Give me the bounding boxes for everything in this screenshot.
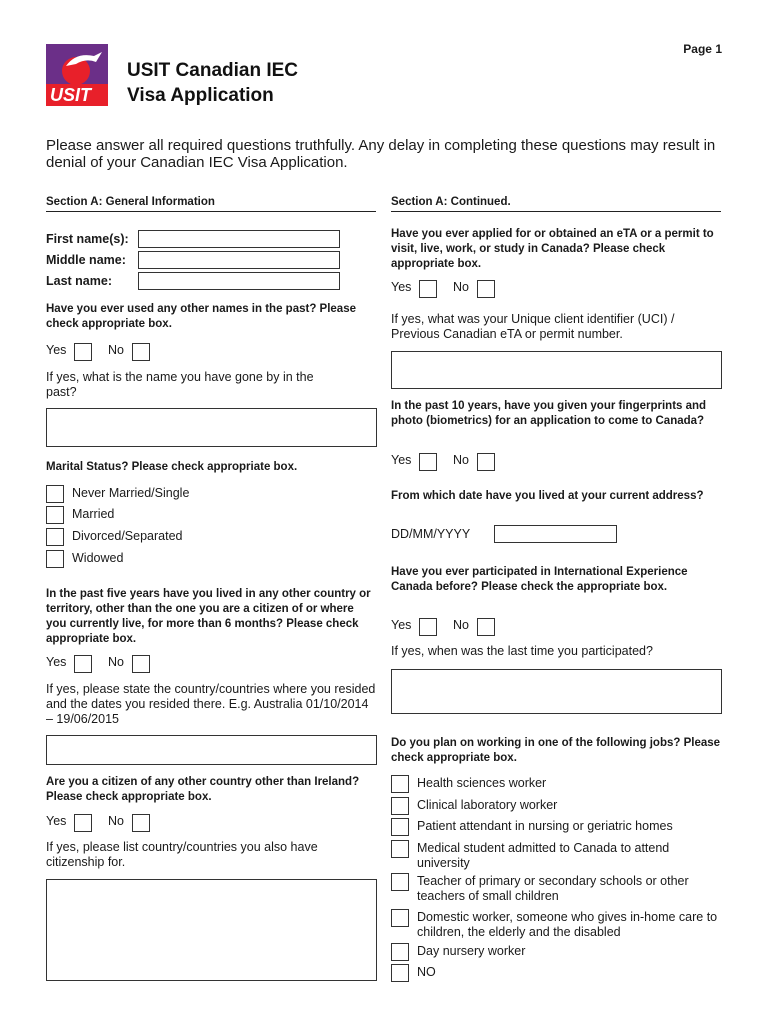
address-date-input[interactable]: [494, 525, 617, 543]
marital-option-label: Married: [72, 507, 115, 521]
question-state-countries: If yes, please state the country/countries where you resided and the dates you resided there. E.g. Australia 01/10/2014 – 19/06/2015: [46, 682, 376, 726]
eta-yes-checkbox[interactable]: [419, 280, 437, 298]
job-option-label: NO: [417, 965, 436, 979]
name-gone-by-input[interactable]: [46, 408, 377, 447]
job-option-label: Teacher of primary or secondary schools or other teachers of small children: [417, 874, 689, 903]
section-a-continued-heading: Section A: Continued.: [391, 196, 721, 212]
job-option-label: Medical student admitted to Canada to attend university: [417, 841, 670, 870]
title-line-1: USIT Canadian IEC: [127, 60, 299, 81]
yes-label: Yes: [46, 814, 67, 828]
marital-widowed-checkbox[interactable]: [46, 550, 64, 568]
marital-option-label: Never Married/Single: [72, 486, 190, 500]
yes-label: Yes: [46, 343, 67, 357]
marital-option-label: Widowed: [72, 551, 124, 565]
iec-before-no-checkbox[interactable]: [477, 618, 495, 636]
other-names-yes-checkbox[interactable]: [74, 343, 92, 361]
question-iec-before: Have you ever participated in International Experience Canada before? Please check the appropriate box.: [391, 566, 688, 593]
intro-text: Please answer all required questions truthfully. Any delay in completing these questions may result in denial of your Canadian IEC Visa Application.: [46, 137, 716, 171]
lived-other-no-checkbox[interactable]: [132, 655, 150, 673]
job-option-label: Patient attendant in nursing or geriatric homes: [417, 819, 673, 833]
biometrics-yes-checkbox[interactable]: [419, 453, 437, 471]
title-line-2: Visa Application: [127, 85, 274, 106]
usit-logo: [46, 44, 108, 106]
yes-label: Yes: [46, 655, 67, 669]
last-name-label: Last name:: [46, 274, 112, 288]
iec-before-yes-checkbox[interactable]: [419, 618, 437, 636]
job-option-label: Day nursery worker: [417, 944, 526, 958]
no-label: No: [108, 343, 124, 357]
question-lived-other-country: In the past five years have you lived in any other country or territory, other than the one you are a citizen of or where you currently live, for more than 6 months? Please check appropriate box.: [46, 588, 371, 645]
no-label: No: [453, 280, 469, 294]
question-name-gone-by: If yes, what is the name you have gone by in the past?: [46, 370, 314, 399]
no-label: No: [453, 453, 469, 467]
other-names-no-checkbox[interactable]: [132, 343, 150, 361]
question-citizen-other: Are you a citizen of any other country other than Ireland? Please check appropriate box.: [46, 776, 360, 803]
question-date-address: From which date have you lived at your current address?: [391, 490, 704, 502]
question-eta: Have you ever applied for or obtained an eTA or a permit to visit, live, work, or study in Canada? Please check appropriate box.: [391, 228, 714, 270]
question-other-names: Have you ever used any other names in the past? Please check appropriate box.: [46, 303, 356, 330]
job-domestic-worker-checkbox[interactable]: [391, 909, 409, 927]
job-no-checkbox[interactable]: [391, 964, 409, 982]
uci-input[interactable]: [391, 351, 722, 389]
job-clinical-lab-checkbox[interactable]: [391, 797, 409, 815]
biometrics-no-checkbox[interactable]: [477, 453, 495, 471]
job-option-label: Domestic worker, someone who gives in-home care to children, the elderly and the disabled: [417, 910, 718, 939]
date-format-label: DD/MM/YYYY: [391, 527, 471, 541]
yes-label: Yes: [391, 618, 412, 632]
question-last-time: If yes, when was the last time you participated?: [391, 644, 653, 658]
job-teacher-checkbox[interactable]: [391, 873, 409, 891]
lived-other-yes-checkbox[interactable]: [74, 655, 92, 673]
yes-label: Yes: [391, 453, 412, 467]
middle-name-input[interactable]: [138, 251, 340, 269]
last-name-input[interactable]: [138, 272, 340, 290]
no-label: No: [108, 655, 124, 669]
no-label: No: [453, 618, 469, 632]
question-list-countries: If yes, please list country/countries you also have citizenship for.: [46, 840, 318, 869]
marital-option-label: Divorced/Separated: [72, 529, 183, 543]
yes-label: Yes: [391, 280, 412, 294]
citizen-other-yes-checkbox[interactable]: [74, 814, 92, 832]
question-jobs: Do you plan on working in one of the following jobs? Please check appropriate box.: [391, 737, 721, 764]
citizenship-countries-input[interactable]: [46, 879, 377, 981]
question-uci: If yes, what was your Unique client identifier (UCI) / Previous Canadian eTA or permit number.: [391, 312, 675, 341]
job-medical-student-checkbox[interactable]: [391, 840, 409, 858]
citizen-other-no-checkbox[interactable]: [132, 814, 150, 832]
job-day-nursery-checkbox[interactable]: [391, 943, 409, 961]
page-number: Page 1: [683, 42, 722, 56]
marital-never-married-checkbox[interactable]: [46, 485, 64, 503]
page-title: [127, 58, 298, 108]
countries-resided-input[interactable]: [46, 735, 377, 765]
job-option-label: Clinical laboratory worker: [417, 798, 558, 812]
marital-divorced-checkbox[interactable]: [46, 528, 64, 546]
job-patient-attendant-checkbox[interactable]: [391, 818, 409, 836]
job-option-label: Health sciences worker: [417, 776, 547, 790]
logo-text: USIT: [50, 85, 92, 105]
last-participation-input[interactable]: [391, 669, 722, 714]
eta-no-checkbox[interactable]: [477, 280, 495, 298]
job-health-sciences-checkbox[interactable]: [391, 775, 409, 793]
first-name-label: First name(s):: [46, 232, 129, 246]
section-a-heading: Section A: General Information: [46, 196, 376, 212]
first-name-input[interactable]: [138, 230, 340, 248]
no-label: No: [108, 814, 124, 828]
middle-name-label: Middle name:: [46, 253, 126, 267]
marital-married-checkbox[interactable]: [46, 506, 64, 524]
question-biometrics: In the past 10 years, have you given your fingerprints and photo (biometrics) for an application to come to Canada?: [391, 400, 707, 427]
question-marital-status: Marital Status? Please check appropriate box.: [46, 461, 298, 473]
